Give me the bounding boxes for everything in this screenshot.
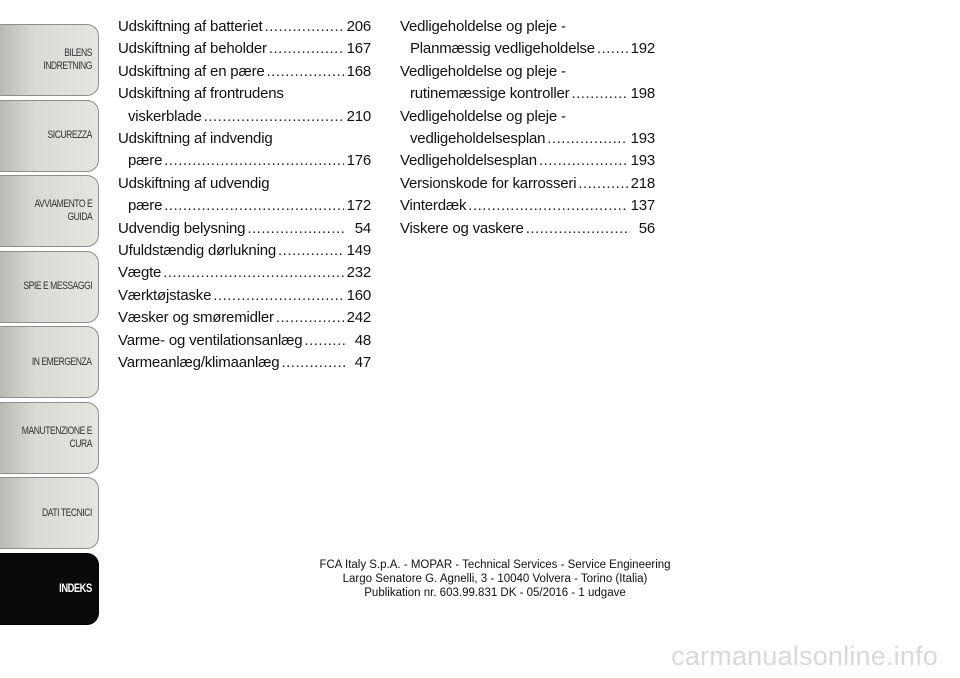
dot-leader [276,307,344,329]
index-entry[interactable] [400,218,655,240]
page-number: 56 [638,219,655,237]
dot-leader [264,16,343,38]
dot-leader [578,173,627,195]
footer-line-2: Largo Senatore G. Agnelli, 3 - 10040 Volvera - Torino (Italia) [342,573,648,585]
tab-in-emergenza[interactable] [0,326,99,398]
page-number: 193 [630,130,655,148]
index-entry[interactable] [118,240,371,262]
entry-title: Udskiftning af indvendig [118,130,273,148]
tab-label: MANUTENZIONE E CURA [21,424,92,450]
index-entry[interactable] [118,262,371,284]
tab-label: INDEKS [59,581,92,595]
dot-leader [267,61,344,83]
dot-leader [204,106,344,128]
footer-line-1: FCA Italy S.p.A. - MOPAR - Technical Services - Service Engineering [319,559,671,571]
dot-leader [468,195,627,217]
page-number: 192 [630,40,655,58]
tab-avviamento-e-guida[interactable] [0,175,99,247]
dot-leader [247,218,346,240]
index-entry[interactable] [118,83,371,128]
dot-leader [163,262,343,284]
index-entry[interactable] [400,61,655,106]
tab-label: SPIE E MESSAGGI [23,280,92,292]
tab-spie-e-messaggi[interactable] [0,251,99,323]
index-entry[interactable] [400,173,655,195]
index-entry[interactable] [118,173,371,218]
index-entry[interactable] [118,61,371,83]
watermark: carmanualsonline.info [671,641,938,671]
page-number: 160 [346,286,371,304]
index-entry[interactable] [118,285,371,307]
tab-indeks[interactable] [0,553,99,625]
index-entry[interactable] [118,218,371,240]
entry-title: rutinemæssige kontroller [410,85,570,103]
index-column-left [118,16,371,375]
entry-title: Udvendig belysning [118,219,246,237]
dot-leader [304,330,346,352]
page-number: 210 [346,107,371,125]
page-number: 232 [346,264,371,282]
footer-line-3: Publikation nr. 603.99.831 DK - 05/2016 - 1 udgave [364,587,626,599]
dot-leader [597,38,628,60]
dot-leader [571,83,627,105]
dot-leader [281,352,346,374]
entry-title: Vinterdæk [400,197,467,215]
index-entry[interactable] [118,330,371,352]
entry-title: Varme- og ventilationsanlæg [118,331,303,349]
dot-leader [269,38,344,60]
entry-title: Udskiftning af batteriet [118,18,263,35]
dot-leader [526,218,630,240]
index-entry[interactable] [118,128,371,173]
tab-label: IN EMERGENZA [32,355,92,368]
page-number: 176 [346,152,371,170]
page-number: 54 [354,219,371,237]
entry-title: Udskiftning af en pære [118,62,265,80]
page-number: 137 [630,197,655,215]
entry-title: pære [128,197,163,215]
entry-title: Vægte [118,264,162,282]
dot-leader [539,150,628,172]
entry-title: Udskiftning af beholder [118,40,267,58]
tab-bilens-indretning[interactable] [0,24,99,96]
page-number: 48 [354,331,371,349]
tab-dati-tecnici[interactable] [0,477,99,549]
index-entry[interactable] [118,352,371,374]
dot-leader [213,285,343,307]
entry-title: vedligeholdelsesplan [410,130,546,148]
index-entry[interactable] [400,150,655,172]
page-number: 193 [630,152,655,170]
entry-title: viskerblade [128,107,202,125]
dot-leader [164,150,343,172]
entry-title: Varmeanlæg/klimaanlæg [118,354,280,372]
entry-title: Væsker og smøremidler [118,309,274,327]
tab-label: SICUREZZA [47,129,92,141]
tab-label: AVVIAMENTO E GUIDA [34,198,92,223]
entry-title: Vedligeholdelse og pleje - [400,107,566,125]
index-entry[interactable] [400,195,655,217]
entry-title: Vedligeholdelse og pleje - [400,62,566,80]
page-number: 168 [346,62,371,80]
entry-title: Viskere og vaskere [400,219,524,237]
index-entry[interactable] [400,106,655,151]
page-number: 47 [354,354,371,372]
entry-title: Udskiftning af frontrudens [118,85,284,103]
entry-title: Vedligeholdelse og pleje - [400,18,566,35]
page-number: 172 [346,197,371,215]
tab-manutenzione-e-cura[interactable] [0,402,99,474]
page-number: 167 [346,40,371,58]
dot-leader [278,240,344,262]
tab-label: BILENS INDRETNING [43,47,92,72]
index-entry[interactable] [118,16,371,38]
entry-title: Værktøjstaske [118,286,212,304]
entry-title: pære [128,152,163,170]
index-entry[interactable] [118,38,371,60]
entry-title: Udskiftning af udvendig [118,174,270,192]
page-number: 149 [346,242,371,260]
index-column-right [400,16,655,240]
page-number: 242 [346,309,371,327]
index-entry[interactable] [400,16,655,61]
page-number: 198 [630,85,655,103]
tab-label: DATI TECNICI [42,506,92,519]
entry-title: Ufuldstændig dørlukning [118,242,276,260]
dot-leader [164,195,343,217]
entry-title: Versionskode for karrosseri [400,174,577,192]
dot-leader [547,128,627,150]
entry-title: Vedligeholdelsesplan [400,152,537,170]
page-number: 218 [630,174,655,192]
publisher-footer [210,558,780,600]
page-number: 206 [346,18,371,35]
index-entry[interactable] [118,307,371,329]
tab-sicurezza[interactable] [0,100,99,172]
entry-title: Planmæssig vedligeholdelse [410,40,595,58]
